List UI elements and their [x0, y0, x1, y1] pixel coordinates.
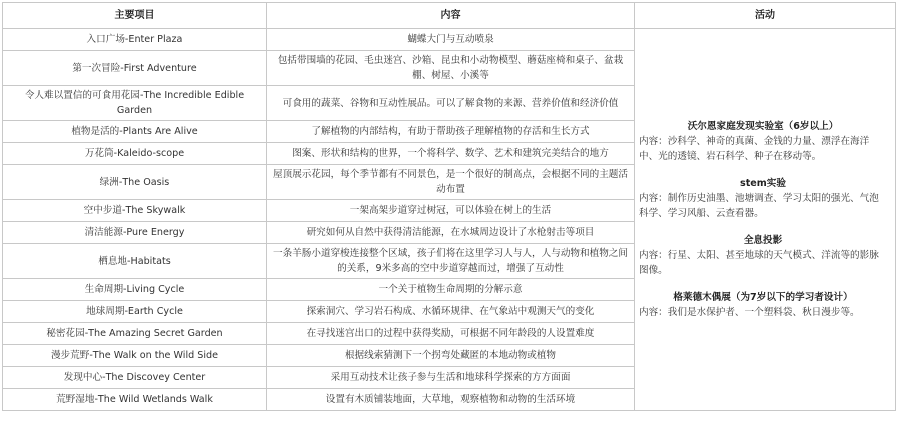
project-table	[2, 2, 896, 411]
content-cell: 蝴蝶大门与互动喷泉	[267, 29, 635, 51]
item-cell: 第一次冒险-First Adventure	[3, 51, 267, 86]
content-cell: 采用互动技术让孩子参与生活和地球科学探索的方方面面	[267, 367, 635, 389]
item-cell: 植物是活的-Plants Are Alive	[3, 121, 267, 143]
header-row	[3, 3, 896, 29]
content-cell: 根据线索猜测下一个拐弯处藏匿的本地动物或植物	[267, 345, 635, 367]
activity-desc: 内容：沙科学、神奇的真菌、金钱的力量、漂浮在海洋中、光的透镜、岩石科学、种子在移动等。	[639, 136, 870, 162]
content-cell: 可食用的蔬菜、谷物和互动性展品。可以了解食物的来源、营养价值和经济价值	[267, 86, 635, 121]
content-cell: 图案、形状和结构的世界，一个将科学、数学、艺术和建筑完美结合的地方	[267, 143, 635, 165]
activity-desc: 内容：制作历史油墨、池塘调查、学习太阳的强光、气泡科学、学习风船、云查看器。	[639, 193, 879, 219]
activity-block	[639, 233, 887, 278]
item-cell: 栖息地-Habitats	[3, 244, 267, 279]
item-cell: 发现中心-The Discovey Center	[3, 367, 267, 389]
activity-desc: 内容：我们是水保护者、一个塑料袋、秋日漫步等。	[639, 307, 860, 318]
activity-title: 全息投影	[743, 235, 783, 246]
item-cell: 绿洲-The Oasis	[3, 165, 267, 200]
activity-title: 沃尔恩家庭发现实验室（6岁以上）	[687, 121, 839, 132]
item-cell: 生命周期-Living Cycle	[3, 279, 267, 301]
content-cell: 研究如何从自然中获得清洁能源，在水城周边设计了水枪射击等项目	[267, 222, 635, 244]
header-activity: 活动	[635, 3, 896, 29]
activity-title: stem实验	[740, 178, 786, 189]
item-cell: 地球周期-Earth Cycle	[3, 301, 267, 323]
content-cell: 屋顶展示花园，每个季节都有不同景色，是一个很好的制高点，会根据不同的主题活动布置	[267, 165, 635, 200]
activity-block	[639, 176, 887, 221]
item-cell: 空中步道-The Skywalk	[3, 200, 267, 222]
item-cell: 入口广场-Enter Plaza	[3, 29, 267, 51]
activities-cell	[635, 29, 896, 411]
content-cell: 探索洞穴、学习岩石构成、水循环规律、在气象站中观测天气的变化	[267, 301, 635, 323]
item-cell: 秘密花园-The Amazing Secret Garden	[3, 323, 267, 345]
activity-block	[639, 290, 887, 320]
item-cell: 荒野湿地-The Wild Wetlands Walk	[3, 389, 267, 411]
header-item: 主要项目	[3, 3, 267, 29]
activity-desc: 内容：行星、太阳、甚至地球的天气模式、洋流等的影脉图像。	[639, 250, 879, 276]
content-cell: 一条羊肠小道穿梭连接整个区域，孩子们将在这里学习人与人，人与动物和植物之间的关系，9米多高的空中步道穿越而过，增强了互动性	[267, 244, 635, 279]
content-cell: 在寻找迷宫出口的过程中获得奖励，可根据不同年龄段的人设置难度	[267, 323, 635, 345]
item-cell: 清洁能源-Pure Energy	[3, 222, 267, 244]
content-cell: 一个关于植物生命周期的分解示意	[267, 279, 635, 301]
content-cell: 一架高架步道穿过树冠，可以体验在树上的生活	[267, 200, 635, 222]
activity-block	[639, 119, 887, 164]
content-cell: 设置有木质铺装地面，大草地，观察植物和动物的生活环境	[267, 389, 635, 411]
item-cell: 漫步荒野-The Walk on the Wild Side	[3, 345, 267, 367]
content-cell: 包括带围墙的花园、毛虫迷宫、沙箱、昆虫和小动物模型、蘑菇座椅和桌子、盆栽棚、树屋、小溪等	[267, 51, 635, 86]
item-cell: 令人难以置信的可食用花园-The Incredible Edible Garden	[3, 86, 267, 121]
content-cell: 了解植物的内部结构，有助于帮助孩子理解植物的存活和生长方式	[267, 121, 635, 143]
table-row	[3, 29, 896, 51]
header-content: 内容	[267, 3, 635, 29]
item-cell: 万花筒-Kaleido-scope	[3, 143, 267, 165]
activity-title: 格莱德木偶展（为7岁以下的学习者设计）	[673, 292, 853, 303]
